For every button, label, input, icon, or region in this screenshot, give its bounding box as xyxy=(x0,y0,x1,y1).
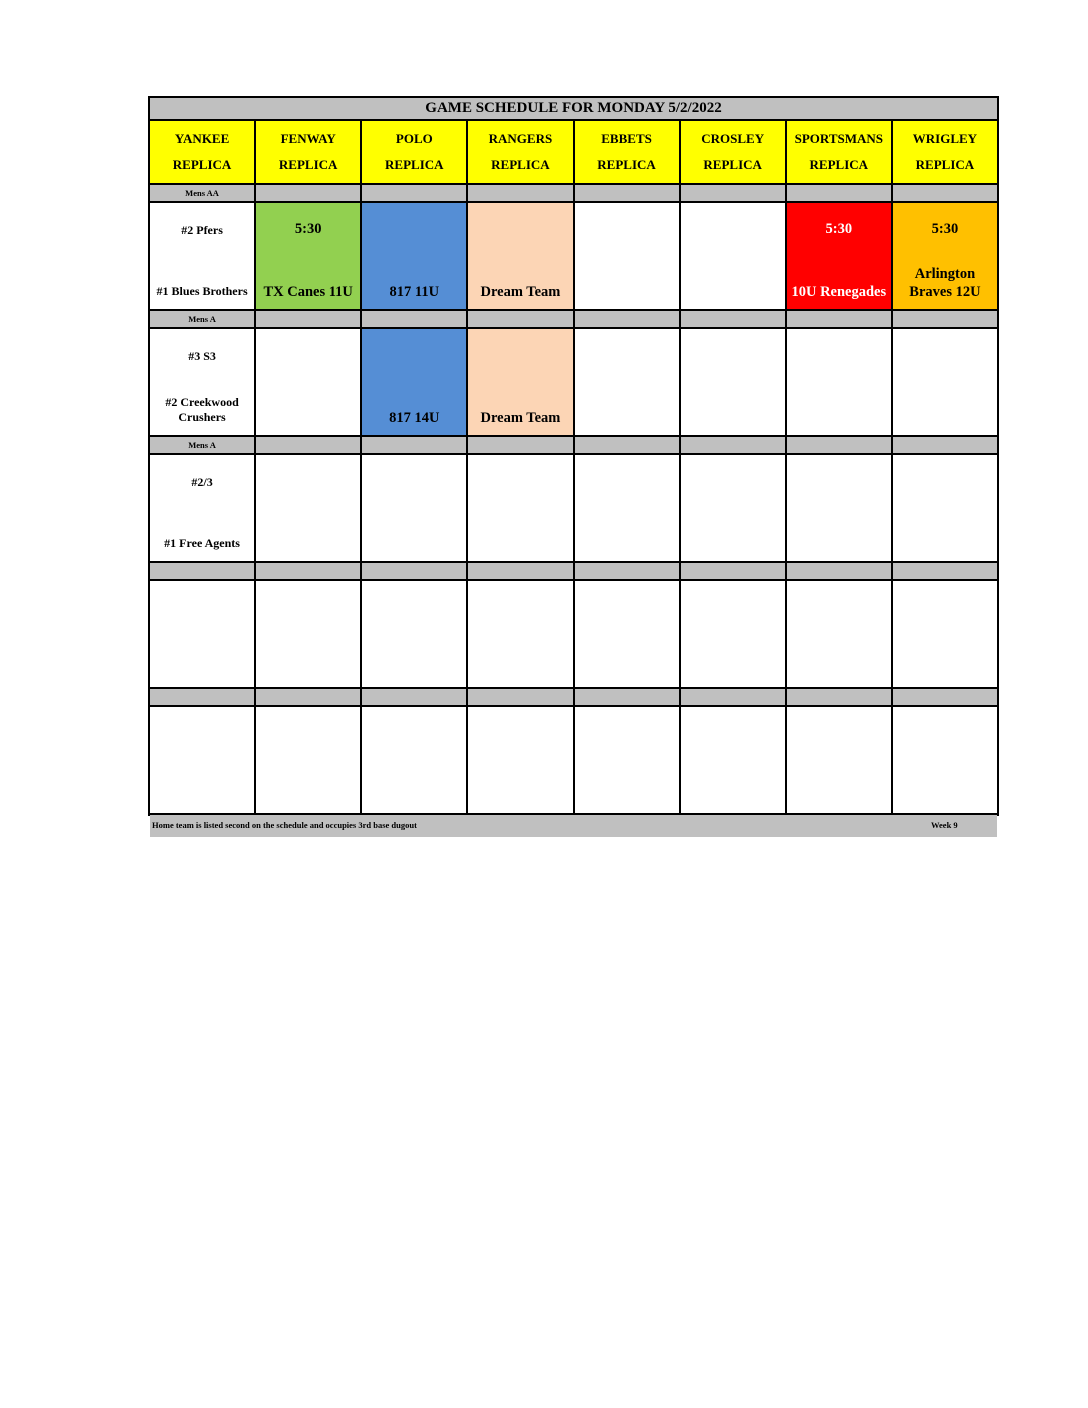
game-cell xyxy=(256,707,360,813)
field-subtitle: REPLICA xyxy=(278,157,338,172)
game-cell xyxy=(362,707,466,813)
game-cell xyxy=(362,329,466,435)
matchup-seed-bottom: #1 Blues Brothers xyxy=(156,284,248,298)
division-separator xyxy=(575,311,679,327)
field-header xyxy=(256,121,360,183)
game-cell xyxy=(681,203,785,309)
game-cell xyxy=(893,329,997,435)
game-cell xyxy=(575,707,679,813)
division-separator xyxy=(681,437,785,453)
division-separator xyxy=(468,311,572,327)
week-label: Week 9 xyxy=(931,820,958,830)
field-subtitle: REPLICA xyxy=(172,157,232,172)
division-separator xyxy=(787,437,891,453)
division-separator xyxy=(575,185,679,201)
game-cell xyxy=(362,455,466,561)
game-cell xyxy=(256,455,360,561)
division-separator xyxy=(256,563,360,579)
game-cell xyxy=(893,203,997,309)
game-cell xyxy=(575,329,679,435)
field-subtitle: REPLICA xyxy=(491,157,550,172)
field-name: SPORTSMANS xyxy=(794,131,884,146)
field-subtitle: REPLICA xyxy=(597,157,656,172)
game-cell xyxy=(468,707,572,813)
footer-bar xyxy=(150,815,997,837)
game-time: 5:30 xyxy=(294,221,322,237)
division-separator: Mens AA xyxy=(150,185,254,201)
division-separator xyxy=(362,689,466,705)
field-header xyxy=(468,121,572,183)
division-separator xyxy=(787,689,891,705)
field-name: YANKEE xyxy=(174,131,230,146)
field-header xyxy=(575,121,679,183)
division-separator xyxy=(150,563,254,579)
game-cell xyxy=(681,581,785,687)
field-subtitle: REPLICA xyxy=(703,157,762,172)
game-cell xyxy=(787,707,891,813)
field-name: RANGERS xyxy=(488,131,553,146)
field-header xyxy=(681,121,785,183)
game-cell xyxy=(787,203,891,309)
division-separator xyxy=(468,563,572,579)
division-separator xyxy=(575,563,679,579)
field-subtitle: REPLICA xyxy=(385,157,444,172)
division-separator xyxy=(468,437,572,453)
team-name: Dream Team xyxy=(480,284,561,300)
matchup-cell xyxy=(150,455,254,561)
game-cell xyxy=(787,581,891,687)
division-separator xyxy=(575,437,679,453)
game-cell xyxy=(362,203,466,309)
game-cell xyxy=(681,455,785,561)
matchup-seed-bottom: #1 Free Agents xyxy=(164,536,240,550)
field-name: WRIGLEY xyxy=(912,131,978,146)
division-separator xyxy=(893,311,997,327)
division-separator xyxy=(256,689,360,705)
game-cell xyxy=(893,707,997,813)
division-separator xyxy=(681,563,785,579)
game-cell xyxy=(468,455,572,561)
game-cell xyxy=(681,329,785,435)
division-separator xyxy=(575,689,679,705)
division-separator xyxy=(150,689,254,705)
field-header xyxy=(893,121,997,183)
matchup-seed-top: #2 Pfers xyxy=(181,223,223,237)
field-name: FENWAY xyxy=(280,131,336,146)
field-header xyxy=(150,121,254,183)
division-separator xyxy=(681,185,785,201)
division-separator xyxy=(893,185,997,201)
division-separator xyxy=(256,185,360,201)
team-name: 817 11U xyxy=(389,284,440,300)
matchup-cell xyxy=(150,581,254,687)
division-separator xyxy=(681,311,785,327)
game-cell xyxy=(256,581,360,687)
game-cell xyxy=(893,581,997,687)
matchup-cell xyxy=(150,329,254,435)
division-separator xyxy=(362,563,466,579)
division-separator xyxy=(362,185,466,201)
game-cell xyxy=(256,203,360,309)
field-name: CROSLEY xyxy=(701,131,765,146)
matchup-cell xyxy=(150,203,254,309)
home-team-note: Home team is listed second on the schedule and occupies 3rd base dugout xyxy=(152,820,417,830)
field-header xyxy=(362,121,466,183)
field-name: POLO xyxy=(395,131,433,146)
division-separator xyxy=(787,563,891,579)
game-cell xyxy=(787,329,891,435)
team-name: Dream Team xyxy=(480,410,561,426)
matchup-cell xyxy=(150,707,254,813)
division-separator xyxy=(893,437,997,453)
game-cell xyxy=(256,329,360,435)
division-separator xyxy=(681,689,785,705)
matchup-seed-top: #3 S3 xyxy=(188,349,216,363)
game-time: 5:30 xyxy=(825,221,853,237)
game-cell xyxy=(681,707,785,813)
division-separator xyxy=(893,563,997,579)
game-cell xyxy=(468,329,572,435)
page-title: GAME SCHEDULE FOR MONDAY 5/2/2022 xyxy=(150,98,997,119)
team-name: Arlington Braves 12U xyxy=(909,266,981,300)
team-name: TX Canes 11U xyxy=(263,284,353,300)
division-separator xyxy=(893,689,997,705)
game-cell xyxy=(893,455,997,561)
matchup-seed-bottom: #2 Creekwood Crushers xyxy=(165,395,239,424)
game-cell xyxy=(362,581,466,687)
game-cell xyxy=(575,581,679,687)
matchup-seed-top: #2/3 xyxy=(191,475,213,489)
schedule-table xyxy=(148,96,999,830)
game-cell xyxy=(575,203,679,309)
division-separator xyxy=(362,311,466,327)
field-subtitle: REPLICA xyxy=(915,157,975,172)
division-separator xyxy=(362,437,466,453)
field-subtitle: REPLICA xyxy=(809,157,869,172)
team-name: 10U Renegades xyxy=(791,284,887,300)
field-header xyxy=(787,121,891,183)
division-separator xyxy=(468,689,572,705)
game-cell xyxy=(575,455,679,561)
division-separator xyxy=(787,185,891,201)
division-separator: Mens A xyxy=(150,437,254,453)
game-time: 5:30 xyxy=(931,221,959,237)
game-cell xyxy=(787,455,891,561)
game-cell xyxy=(468,581,572,687)
team-name: 817 14U xyxy=(389,410,440,426)
division-separator: Mens A xyxy=(150,311,254,327)
division-separator xyxy=(256,311,360,327)
division-separator xyxy=(468,185,572,201)
division-separator xyxy=(256,437,360,453)
division-separator xyxy=(787,311,891,327)
field-name: EBBETS xyxy=(601,131,652,146)
game-cell xyxy=(468,203,572,309)
